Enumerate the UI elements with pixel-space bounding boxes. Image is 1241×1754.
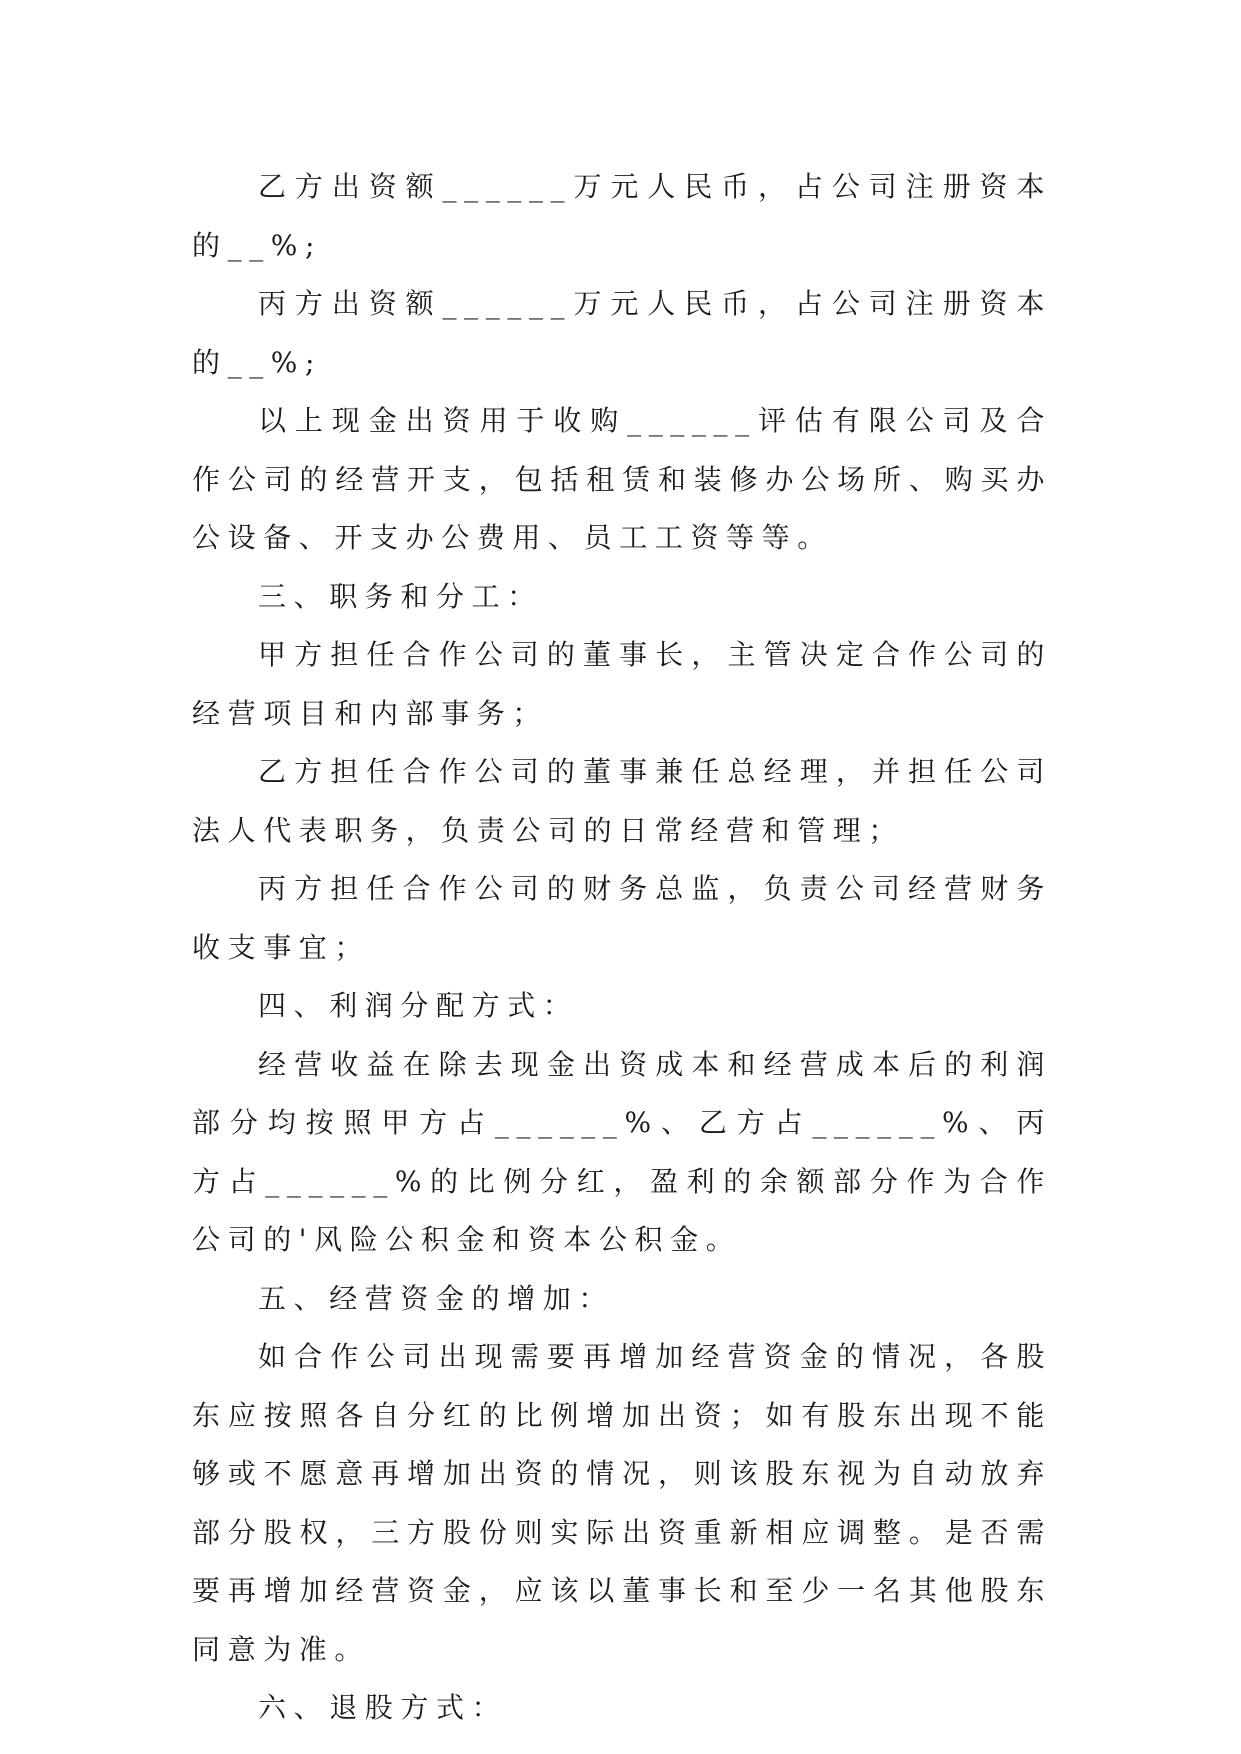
- section-heading-withdrawal: 六、退股方式：: [258, 1691, 508, 1724]
- paragraph-party-c-duty: 丙方担任合作公司的财务总监，负责公司经营财务收支事宜；: [192, 872, 1052, 964]
- paragraph-party-a-duty: 甲方担任合作公司的董事长，主管决定合作公司的经营项目和内部事务；: [192, 638, 1052, 730]
- paragraph-party-b-contribution: 乙方出资额______万元人民币，占公司注册资本的__%;: [192, 170, 1052, 262]
- paragraph-capital-increase: 如合作公司出现需要再增加经营资金的情况，各股东应按照各自分红的比例增加出资；如有股东出现不能够或不愿意再增加出资的情况，则该股东视为自动放弃部分股权，三方股份则实际出资重新相应调整。是否需要再增加经营资金，应该以董事长和至少一名其他股东同意为准。: [192, 1340, 1052, 1666]
- paragraph-party-b-duty: 乙方担任合作公司的董事兼任总经理，并担任公司法人代表职务，负责公司的日常经营和管理；: [192, 755, 1052, 847]
- section-heading-profit-distribution: 四、利润分配方式：: [258, 989, 579, 1022]
- document-page: [192, 158, 1052, 1738]
- paragraph-profit-distribution: 经营收益在除去现金出资成本和经营成本后的利润部分均按照甲方占______%、乙方占______%、丙方占______%的比例分红，盈利的余额部分作为合作公司的'风险公积金和资本公积金。: [192, 1047, 1052, 1256]
- section-heading-duties: 三、职务和分工：: [258, 579, 543, 613]
- paragraph-party-c-contribution: 丙方出资额______万元人民币，占公司注册资本的__%;: [192, 287, 1052, 379]
- paragraph-cash-usage: 以上现金出资用于收购______评估有限公司及合作公司的经营开支，包括租赁和装修办公场所、购买办公设备、开支办公费用、员工工资等等。: [192, 404, 1052, 554]
- section-heading-capital-increase: 五、经营资金的增加：: [258, 1281, 615, 1315]
